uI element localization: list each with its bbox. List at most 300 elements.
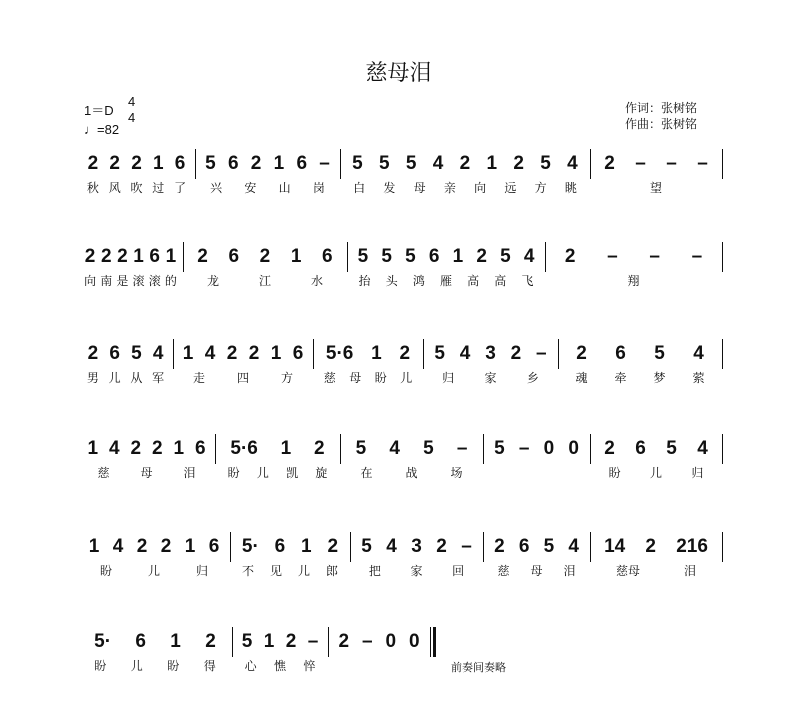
- measure: [236, 631, 324, 671]
- note: 5: [361, 536, 372, 557]
- footnote: 前奏间奏略: [451, 661, 506, 674]
- lyric-syllable: 四: [236, 371, 249, 385]
- lyric-syllable: 军: [152, 371, 165, 385]
- note: 2: [564, 246, 576, 267]
- note: 2: [436, 536, 447, 557]
- lyric-syllable: 鸿: [412, 274, 425, 288]
- note: 6: [296, 153, 308, 174]
- measure-lyrics: [82, 272, 179, 289]
- lyric-syllable: 牵: [614, 371, 627, 385]
- note: 0: [568, 438, 579, 459]
- note: 6: [292, 343, 304, 364]
- note: 4: [152, 343, 164, 364]
- note: 5: [423, 438, 434, 459]
- note: 5: [405, 246, 416, 267]
- lyric-syllable: 盼: [227, 466, 240, 480]
- lyric-syllable: 泪: [563, 564, 576, 578]
- measure-lyrics: [344, 179, 586, 196]
- note: –: [535, 343, 547, 364]
- note: 4: [432, 153, 444, 174]
- lyric-syllable: 南: [100, 274, 113, 288]
- note: 0: [385, 631, 397, 652]
- note: 1: [452, 246, 464, 267]
- measure-lyrics: [236, 657, 324, 674]
- note: 1: [486, 153, 498, 174]
- note: 2: [576, 343, 587, 364]
- measure-notes: [351, 246, 541, 270]
- measure-lyrics: [219, 464, 336, 481]
- bar-line: [232, 627, 233, 657]
- measure-lyrics: [82, 464, 211, 481]
- measure: [82, 153, 191, 193]
- measure-notes: [344, 153, 586, 177]
- lyric-syllable: 盼: [167, 659, 180, 673]
- note: 216: [676, 536, 708, 557]
- note: 6: [109, 343, 120, 364]
- lyric-syllable: 远: [504, 181, 517, 195]
- measure-lyrics: [317, 369, 419, 386]
- lyric-syllable: 乡: [526, 371, 539, 385]
- note: 2: [494, 536, 505, 557]
- lyric-syllable: 安: [244, 181, 257, 195]
- note: 2: [197, 246, 208, 267]
- note: 2: [327, 536, 339, 557]
- note: 2: [131, 153, 142, 174]
- time-signature-top: 4: [128, 94, 136, 109]
- measure-notes: [594, 536, 718, 560]
- note: 4: [112, 536, 124, 557]
- lyric-syllable: 男: [86, 371, 99, 385]
- credits: [625, 100, 697, 132]
- lyric-syllable: 向: [84, 274, 97, 288]
- measure: [354, 536, 479, 576]
- measure-lyrics: [82, 657, 228, 674]
- note: 5: [543, 536, 555, 557]
- note: 2: [136, 536, 148, 557]
- bar-line: [545, 242, 546, 272]
- note: –: [691, 246, 703, 267]
- note: –: [697, 153, 708, 174]
- lyric-syllable: 母: [530, 564, 543, 578]
- bar-line: [340, 434, 341, 464]
- measure-lyrics: [351, 272, 541, 289]
- lyric-syllable: 的: [164, 274, 177, 288]
- bar-line: [195, 149, 196, 179]
- note: 5: [500, 246, 511, 267]
- lyric-syllable: 头: [385, 274, 398, 288]
- score-line: [0, 438, 797, 488]
- lyric-syllable: 儿: [147, 564, 160, 578]
- lyric-syllable: 悴: [303, 659, 316, 673]
- note: 2: [314, 438, 325, 459]
- measure-lyrics: [234, 562, 346, 579]
- note: 4: [693, 343, 704, 364]
- note: 2: [459, 153, 471, 174]
- composer: 作曲：张树铭: [625, 117, 698, 131]
- note: 6: [635, 438, 646, 459]
- lyric-syllable: 亲: [443, 181, 456, 195]
- measure: [82, 536, 226, 576]
- bar-line: [230, 532, 231, 562]
- lyric-syllable: 儿: [649, 466, 662, 480]
- measure-lyrics: [354, 562, 479, 579]
- lyric-syllable: 泪: [683, 564, 696, 578]
- lyric-syllable: 战: [405, 466, 418, 480]
- note: 6: [228, 246, 240, 267]
- measure-notes: [219, 438, 336, 462]
- lyric-syllable: 是: [116, 274, 129, 288]
- lyric-syllable: 回: [452, 564, 465, 578]
- note: 4: [108, 438, 120, 459]
- note: 6: [135, 631, 146, 652]
- score-line: [0, 536, 797, 586]
- note: 6: [518, 536, 530, 557]
- lyric-syllable: 水: [310, 274, 323, 288]
- measure: [427, 343, 554, 383]
- measure: [187, 246, 343, 286]
- note: 1: [170, 631, 181, 652]
- measure-lyrics: [82, 369, 169, 386]
- score-line: [0, 631, 797, 681]
- lyric-syllable: 儿: [256, 466, 269, 480]
- lyric-syllable: 高: [494, 274, 507, 288]
- measure: [317, 343, 419, 383]
- bar-line: [313, 339, 314, 369]
- note: 5·6: [230, 438, 258, 459]
- measure-notes: [549, 246, 718, 270]
- lyric-syllable: 向: [474, 181, 487, 195]
- note: 1: [88, 536, 100, 557]
- note: 0: [543, 438, 555, 459]
- lyric-syllable: 母: [413, 181, 426, 195]
- note: 5: [131, 343, 142, 364]
- note: 6: [194, 438, 206, 459]
- bar-line: [590, 149, 591, 179]
- measure-lyrics: [427, 369, 554, 386]
- time-signature-bottom: 4: [128, 110, 136, 125]
- note: 2: [160, 536, 172, 557]
- lyric-syllable: 盼: [608, 466, 621, 480]
- lyric-syllable: 慈: [497, 564, 510, 578]
- note: 2: [510, 343, 522, 364]
- lyric-syllable: 家: [484, 371, 497, 385]
- bar-line: [328, 627, 329, 657]
- score-line: [0, 246, 797, 296]
- note: –: [461, 536, 472, 557]
- measure: [487, 536, 586, 576]
- measure-notes: [187, 246, 343, 270]
- lyric-syllable: 吹: [130, 181, 143, 195]
- note: 1: [273, 153, 285, 174]
- measure-notes: [354, 536, 479, 560]
- lyric-syllable: 儿: [108, 371, 121, 385]
- measure: [332, 631, 426, 671]
- lyric-syllable: 儿: [130, 659, 143, 673]
- measure-notes: [199, 153, 336, 177]
- measure: [562, 343, 718, 383]
- lyric-syllable: 旋: [315, 466, 328, 480]
- lyric-syllable: 憔: [273, 659, 286, 673]
- note: 4: [459, 343, 471, 364]
- bar-line: [183, 242, 184, 272]
- note: 5: [241, 631, 253, 652]
- note: 6: [322, 246, 333, 267]
- note: 2: [130, 438, 142, 459]
- measure: [199, 153, 336, 193]
- lyric-syllable: 风: [108, 181, 121, 195]
- lyric-syllable: 走: [192, 371, 205, 385]
- note: –: [666, 153, 677, 174]
- measure: [487, 438, 586, 478]
- note: 2: [250, 153, 262, 174]
- note: 2: [604, 153, 615, 174]
- note: 0: [408, 631, 420, 652]
- song-title: 慈母泪: [365, 61, 432, 86]
- measure-notes: [317, 343, 419, 367]
- note: 5: [355, 438, 367, 459]
- note: 5: [379, 153, 390, 174]
- bar-line: [722, 149, 723, 179]
- lyric-syllable: 慈母: [615, 564, 640, 578]
- score-line: [0, 343, 797, 393]
- lyric-syllable: 翔: [627, 274, 640, 288]
- measure-notes: [487, 536, 586, 560]
- measure-notes: [332, 631, 426, 655]
- measure: [344, 153, 586, 193]
- bar-line: [483, 532, 484, 562]
- note: 3: [411, 536, 422, 557]
- lyric-syllable: 方: [534, 181, 547, 195]
- note: –: [649, 246, 660, 267]
- note: 5: [434, 343, 445, 364]
- note: 4: [386, 536, 397, 557]
- note: 6: [208, 536, 220, 557]
- note: 5·: [94, 631, 112, 652]
- note: 4: [568, 536, 579, 557]
- note: 3: [485, 343, 496, 364]
- note: 6: [274, 536, 286, 557]
- bar-line: [350, 532, 351, 562]
- note: 1: [263, 631, 275, 652]
- note: 1: [280, 438, 292, 459]
- measure-lyrics: [594, 179, 718, 196]
- note: 2: [476, 246, 487, 267]
- note: 6: [149, 246, 160, 267]
- lyric-syllable: 盼: [94, 659, 107, 673]
- note: 2: [205, 631, 216, 652]
- lyricist: 作词：张树铭: [625, 101, 698, 115]
- note: –: [607, 246, 618, 267]
- note: 1: [165, 246, 177, 267]
- lyric-syllable: 慈: [323, 371, 336, 385]
- lyric-syllable: 在: [360, 466, 373, 480]
- lyric-syllable: 得: [203, 659, 216, 673]
- bar-line: [215, 434, 216, 464]
- measure-notes: [177, 343, 309, 367]
- lyric-syllable: 归: [442, 371, 455, 385]
- lyric-syllable: 了: [174, 181, 187, 195]
- lyric-syllable: 白: [353, 181, 366, 195]
- note: 6: [428, 246, 440, 267]
- note: 1: [270, 343, 282, 364]
- measure-notes: [562, 343, 718, 367]
- note: 5: [666, 438, 677, 459]
- measure-lyrics: [549, 272, 718, 289]
- note: 2: [513, 153, 524, 174]
- measure-notes: [82, 631, 228, 655]
- final-bar-line: [430, 627, 436, 657]
- lyric-syllable: 梦: [653, 371, 666, 385]
- measure: [594, 536, 718, 576]
- bar-line: [722, 434, 723, 464]
- bar-line: [722, 339, 723, 369]
- note: 1: [182, 343, 194, 364]
- measure-lyrics: [82, 179, 191, 196]
- measure-lyrics: [562, 369, 718, 386]
- tempo-marking: ♩=82: [84, 122, 120, 137]
- note: 2: [226, 343, 238, 364]
- measure-notes: [594, 153, 718, 177]
- lyric-syllable: 过: [152, 181, 165, 195]
- lyric-syllable: 高: [467, 274, 480, 288]
- lyric-syllable: 发: [383, 181, 396, 195]
- note: 2: [109, 153, 120, 174]
- lyric-syllable: 雁: [439, 274, 452, 288]
- lyric-syllable: 盼: [374, 371, 387, 385]
- lyric-syllable: 凯: [286, 466, 299, 480]
- lyric-syllable: 泪: [183, 466, 196, 480]
- note: 2: [285, 631, 297, 652]
- note: 1: [87, 438, 99, 459]
- note: –: [307, 631, 319, 652]
- note: –: [635, 153, 646, 174]
- note: 2: [338, 631, 350, 652]
- bar-line: [347, 242, 348, 272]
- measure-notes: [82, 343, 169, 367]
- lyric-syllable: 秋: [86, 181, 99, 195]
- lyric-syllable: 兴: [210, 181, 223, 195]
- measure-notes: [82, 246, 179, 270]
- lyric-syllable: 不: [241, 564, 254, 578]
- note: 2: [84, 246, 96, 267]
- bar-line: [590, 532, 591, 562]
- lyric-syllable: 见: [269, 564, 282, 578]
- lyric-syllable: 滚: [132, 274, 145, 288]
- note: 2: [87, 343, 99, 364]
- note: 6: [615, 343, 626, 364]
- measure-notes: [236, 631, 324, 655]
- note: 5·6: [325, 343, 354, 364]
- lyric-syllable: 归: [691, 466, 704, 480]
- note: –: [518, 438, 530, 459]
- measure: [594, 438, 718, 478]
- note: 5: [494, 438, 505, 459]
- note: 2: [117, 246, 128, 267]
- measure: [234, 536, 346, 576]
- note: 5: [352, 153, 363, 174]
- measure-notes: [234, 536, 346, 560]
- measure: [177, 343, 309, 383]
- note: 5: [654, 343, 665, 364]
- note: 5·: [241, 536, 259, 557]
- note: 2: [259, 246, 271, 267]
- measure: [594, 153, 718, 193]
- lyric-syllable: 萦: [692, 371, 705, 385]
- bar-line: [590, 434, 591, 464]
- lyric-syllable: 飞: [521, 274, 534, 288]
- lyric-syllable: 家: [410, 564, 423, 578]
- lyric-syllable: 把: [368, 564, 381, 578]
- measure: [351, 246, 541, 286]
- lyric-syllable: 魂: [575, 371, 588, 385]
- bar-line: [722, 242, 723, 272]
- note: 4: [523, 246, 535, 267]
- note: 5: [405, 153, 417, 174]
- measure-lyrics: [177, 369, 309, 386]
- lyric-syllable: 方: [280, 371, 293, 385]
- measure: [549, 246, 718, 286]
- measure: [82, 631, 228, 671]
- note: 2: [645, 536, 656, 557]
- lyric-syllable: 母: [140, 466, 153, 480]
- lyric-syllable: 岗: [312, 181, 325, 195]
- measure-notes: [487, 438, 586, 462]
- lyric-syllable: 归: [195, 564, 208, 578]
- measure-notes: [344, 438, 479, 462]
- measure-notes: [82, 438, 211, 462]
- lyric-syllable: 抬: [358, 274, 371, 288]
- note: 1: [173, 438, 185, 459]
- note: 1: [371, 343, 382, 364]
- note: 1: [133, 246, 144, 267]
- note: 2: [248, 343, 260, 364]
- note: 2: [604, 438, 615, 459]
- note: 6: [227, 153, 239, 174]
- lyric-syllable: 龙: [206, 274, 219, 288]
- note: 5: [205, 153, 216, 174]
- note: 1: [184, 536, 196, 557]
- note: 2: [399, 343, 411, 364]
- measure-notes: [82, 536, 226, 560]
- note: 1: [290, 246, 302, 267]
- measure-lyrics: [594, 562, 718, 579]
- lyric-syllable: 儿: [400, 371, 413, 385]
- note: 6: [174, 153, 186, 174]
- time-signature: [128, 94, 135, 126]
- lyric-syllable: 场: [450, 466, 463, 480]
- key-signature: 1＝D: [84, 103, 114, 118]
- measure-lyrics: [344, 464, 479, 481]
- lyric-syllable: 母: [349, 371, 362, 385]
- note: 4: [389, 438, 400, 459]
- lyric-syllable: 盼: [99, 564, 112, 578]
- note: 1: [301, 536, 312, 557]
- note: 5: [381, 246, 392, 267]
- lyric-syllable: 儿: [297, 564, 310, 578]
- bar-line: [340, 149, 341, 179]
- note: 4: [697, 438, 708, 459]
- lyric-syllable: 郎: [325, 564, 338, 578]
- note: 14: [604, 536, 626, 557]
- note: –: [456, 438, 468, 459]
- measure-lyrics: [82, 562, 226, 579]
- lyric-syllable: 滚: [148, 274, 161, 288]
- lyric-syllable: 山: [278, 181, 291, 195]
- measure: [344, 438, 479, 478]
- measure-notes: [82, 153, 191, 177]
- measure: [219, 438, 336, 478]
- bar-line: [173, 339, 174, 369]
